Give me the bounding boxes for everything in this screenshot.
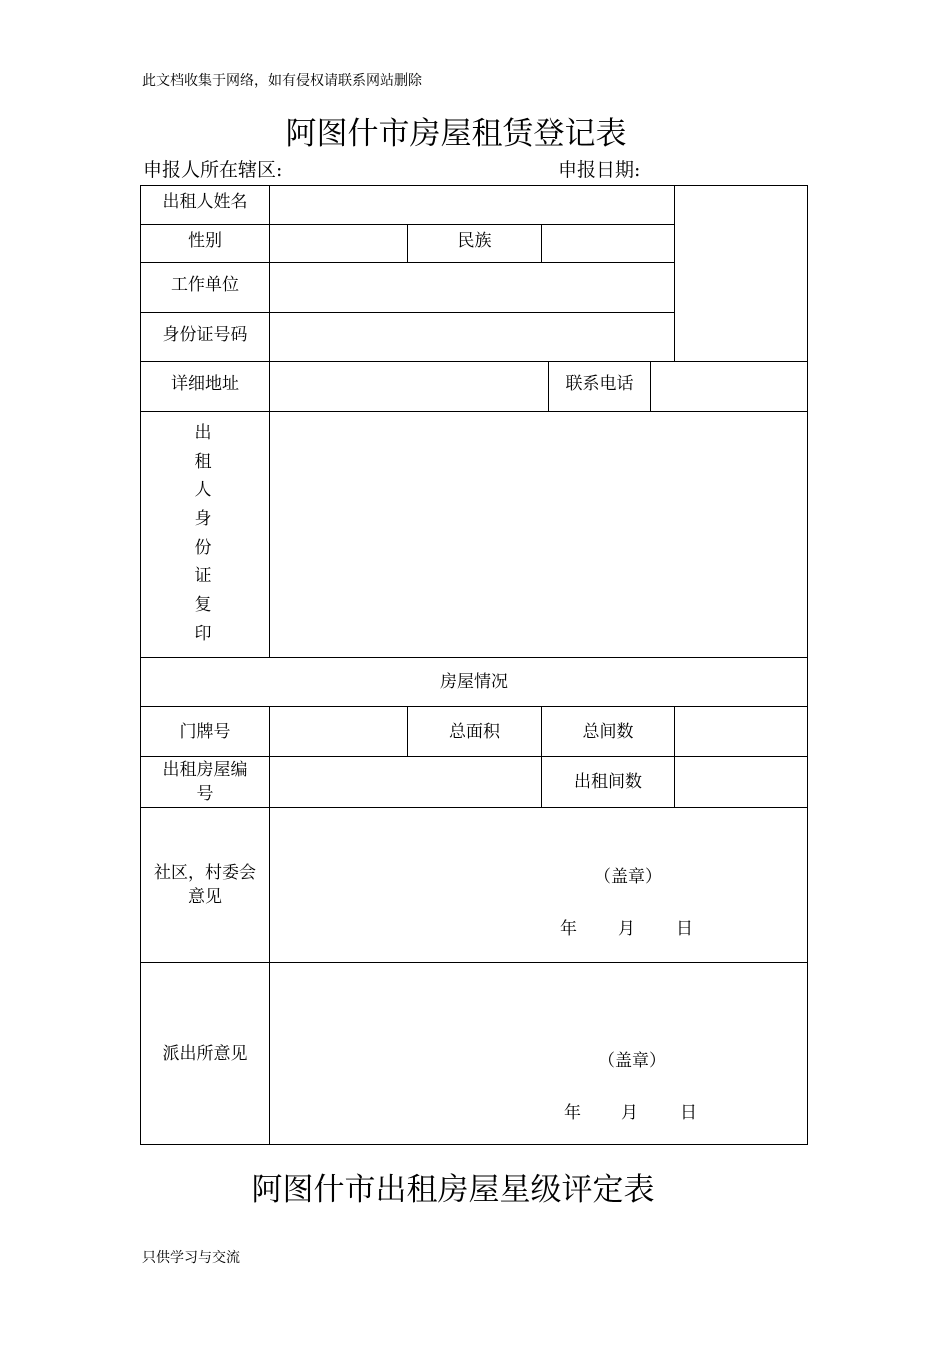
- table-border-right: [807, 185, 808, 1145]
- house-number-field[interactable]: [270, 707, 407, 756]
- ethnicity-field[interactable]: [542, 225, 674, 262]
- gender-label: 性别: [188, 231, 222, 251]
- photo-field[interactable]: [675, 186, 807, 361]
- id-copy-char: 证: [194, 566, 212, 587]
- id-copy-char: 租: [194, 451, 212, 472]
- landlord-name-label: 出租人姓名: [162, 192, 248, 212]
- header-note: 此文档收集于网络，如有侵权请联系网站删除: [142, 73, 422, 89]
- rental-house-no-label-line1: 出租房屋编: [162, 760, 248, 780]
- report-date-label: 申报日期:: [558, 159, 641, 181]
- form-title: 阿图什市房屋租赁登记表: [285, 116, 627, 152]
- second-form-title: 阿图什市出租房屋星级评定表: [251, 1172, 655, 1208]
- phone-label: 联系电话: [565, 373, 634, 394]
- id-copy-char: 复: [194, 595, 212, 616]
- rental-house-no-field[interactable]: [270, 757, 541, 807]
- address-field[interactable]: [270, 362, 548, 411]
- reporter-district-label: 申报人所在辖区:: [143, 159, 283, 181]
- gender-field[interactable]: [270, 225, 407, 262]
- id-copy-area[interactable]: [270, 412, 807, 657]
- rental-house-no-label: [141, 757, 269, 807]
- police-date-year: 年: [564, 1103, 581, 1123]
- id-copy-char: 印: [194, 623, 212, 644]
- community-date-year: 年: [560, 919, 577, 939]
- ethnicity-label: 民族: [457, 231, 492, 251]
- address-label: 详细地址: [171, 373, 239, 394]
- community-opinion-label-line1: 社区，村委会: [154, 863, 256, 883]
- id-copy-char: 份: [194, 537, 212, 558]
- community-opinion-label-line2: 意见: [188, 887, 222, 907]
- total-rooms-label: 总间数: [582, 721, 634, 742]
- phone-field[interactable]: [651, 362, 807, 411]
- id-number-label: 身份证号码: [162, 324, 248, 345]
- house-section-heading: 房屋情况: [440, 672, 508, 692]
- police-stamp: （盖章）: [598, 1051, 666, 1071]
- house-number-label: 门牌号: [179, 721, 231, 742]
- id-copy-char: 出: [194, 423, 212, 443]
- community-opinion-label: [141, 808, 269, 962]
- id-number-field[interactable]: [270, 313, 674, 361]
- rental-house-no-label-line2: 号: [196, 784, 214, 804]
- total-rooms-field[interactable]: [675, 707, 807, 756]
- community-date-month: 月: [618, 919, 635, 939]
- community-opinion-field[interactable]: [270, 808, 807, 962]
- table-border-bottom: [140, 1144, 808, 1145]
- total-area-label: 总面积: [449, 721, 500, 742]
- id-copy-char: 身: [194, 509, 212, 530]
- police-opinion-label: 派出所意见: [162, 1043, 248, 1064]
- landlord-name-field[interactable]: [270, 186, 674, 224]
- police-date-day: 日: [680, 1103, 697, 1123]
- police-date-month: 月: [621, 1103, 638, 1123]
- community-date-day: 日: [676, 919, 693, 939]
- workplace-field[interactable]: [270, 263, 674, 312]
- id-copy-char: 人: [194, 480, 212, 501]
- rental-rooms-field[interactable]: [675, 757, 807, 807]
- footer-note: 只供学习与交流: [142, 1250, 240, 1266]
- id-copy-label: [190, 419, 216, 649]
- workplace-label: 工作单位: [171, 274, 239, 295]
- police-opinion-field[interactable]: [270, 963, 807, 1144]
- rental-rooms-label: 出租间数: [574, 772, 642, 792]
- community-stamp: （盖章）: [594, 867, 662, 887]
